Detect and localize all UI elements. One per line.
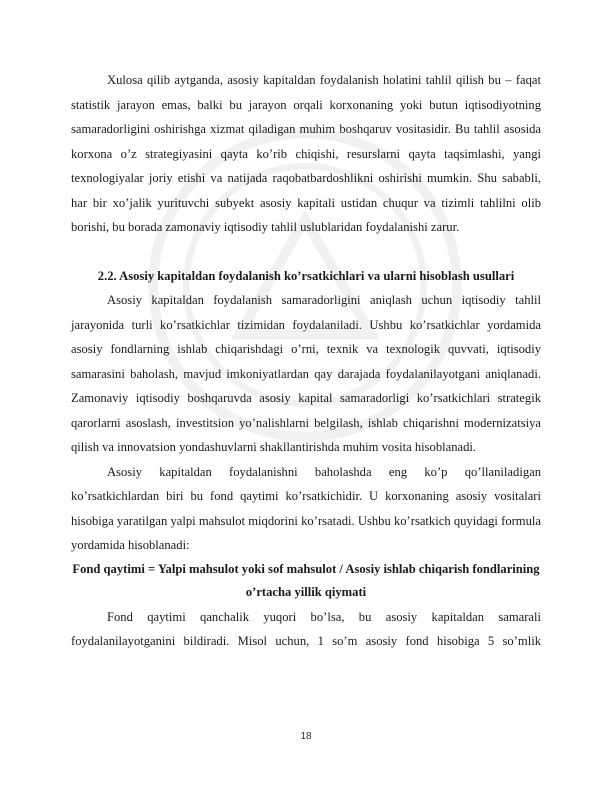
document-body	[71, 68, 541, 654]
section-heading: 2.2. Asosiy kapitaldan foydalanish ko’rsatkichlari va ularni hisoblash usullari	[97, 268, 515, 283]
paragraph-indicators-intro: Asosiy kapitaldan foydalanish samaradorligini aniqlash uchun iqtisodiy tahlil jarayonida turli ko’rsatkichlar tizimidan foydalaniladi. Ushbu ko’rsatkichlar yordamida asosiy fondlarning ishlab chiqarishdagi o’rni, texnik va texnologik quvvati, iqtisodiy samarasini baholash, mavjud imkoniyatlardan qay darajada foydalanilayotgani aniqlanadi. Zamonaviy iqtisodiy boshqaruvda asosiy kapital samaradorligi ko’rsatkichlari strategik qarorlarni asoslash, investitsion yo’nalishlarni belgilash, ishlab chiqarishni modernizatsiya qilish va innovatsion yondashuvlarni shakllantirishda muhim vosita hisoblanadi.	[71, 293, 541, 454]
page-number: 18	[300, 731, 312, 742]
paragraph-fund-return: Asosiy kapitaldan foydalanishni baholashda eng ko’p qo’llaniladigan ko’rsatkichlardan biri bu fond qaytimi ko’rsatkichidir. U korxonaning asosiy vositalari hisobiga yaratilgan yalpi mahsulot miqdorini ko’rsatadi. Ushbu ko’rsatkich quyidagi formula yordamida hisoblanadi:	[71, 464, 541, 552]
paragraph-conclusion: Xulosa qilib aytganda, asosiy kapitaldan foydalanish holatini tahlil qilish bu – faqat statistik jarayon emas, balki bu jarayon orqali korxonaning yoki butun iqtisodiyotning samaradorligini oshirishga xizmat qiladigan muhim boshqaruv vositasidir. Bu tahlil asosida korxona o’z strategiyasini qayta ko’rib chiqishi, resurslarni qayta taqsimlashi, yangi texnologiyalar joriy etishi va natijada raqobatbardoshlikni oshirishi mumkin. Shu sababli, har bir xo’jalik yurituvchi subyekt asosiy kapitali ustidan chuqur va tizimli tahlilni olib borishi, bu borada zamonaviy iqtisodiy tahlil uslublaridan foydalanishi zarur.	[71, 73, 541, 234]
formula-fund-return: Fond qaytimi = Yalpi mahsulot yoki sof mahsulot / Asosiy ishlab chiqarish fondlarining o’rtacha yillik qiymati	[72, 561, 540, 599]
paragraph-fund-return-explanation: Fond qaytimi qanchalik yuqori bo’lsa, bu asosiy kapitaldan samarali foydalanilayotganini bildiradi. Misol uchun, 1 so’m asosiy fond hisobiga 5 so’mlik	[71, 609, 541, 648]
